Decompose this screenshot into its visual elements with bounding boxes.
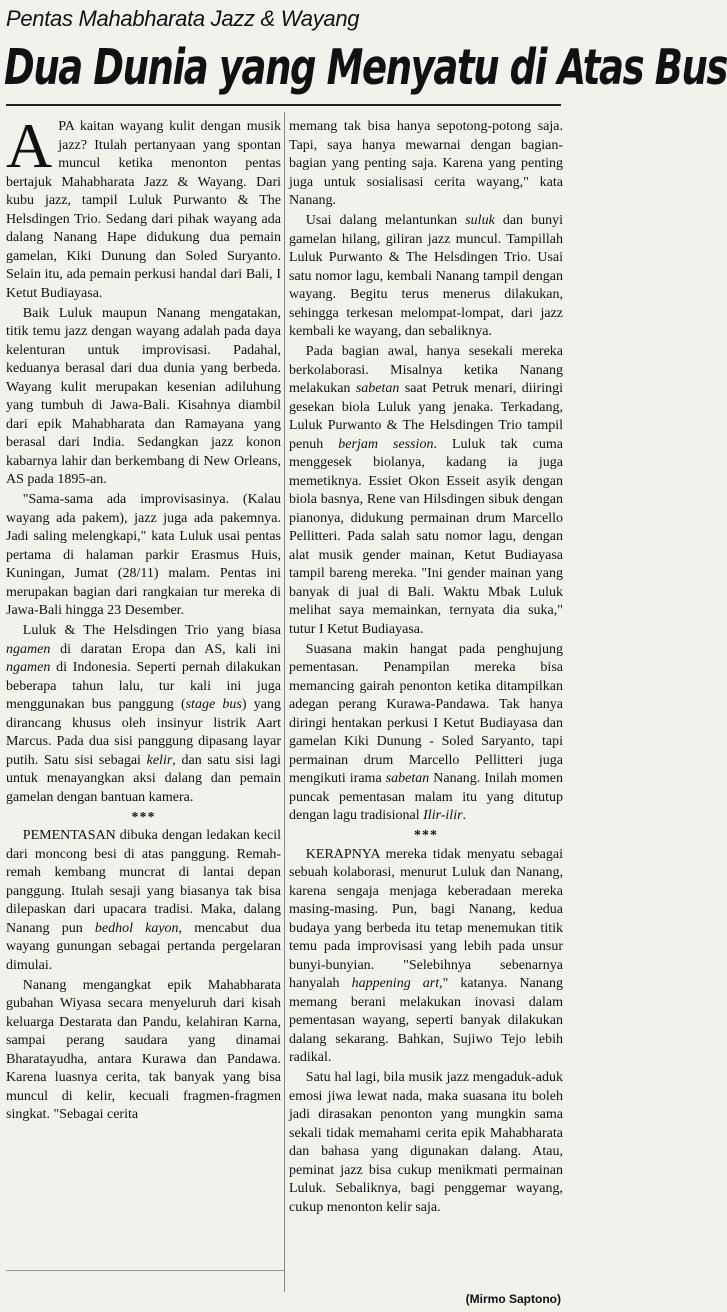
paragraph: KERAPNYA mereka tidak menyatu sebagai sebuah kolaborasi, menurut Luluk dan Nanang, karena sengaja menjaga keberadaan mereka masing-masing. Pun, bagi Nanang, kedua budaya yang berbeda itu tetap menemukan titik temu pada improvisasi yang lebih pada unsur bunyi-bunyian. "Selebihnya sebenarnya hanyalah happening art," katanya. Nanang memang berani melakukan inovasi dalam pementasan wayang, seperti banyak dilakukan dalang sekarang. Bahkan, Sujiwo Tejo lebih radikal. bbox=[289, 846, 563, 1065]
column-1 bbox=[6, 110, 282, 1263]
paragraph: Usai dalang melantunkan suluk dan bunyi gamelan hilang, giliran jazz muncul. Tampillah Luluk Purwanto & The Helsdingen Trio. Usai satu nomor lagu, kembali Nanang tampil dengan wayang. Begitu terus menerus dilakukan, sehingga terkesan melompat-lompat, dari jazz kembali ke wayang, dan sebaliknya. bbox=[289, 213, 563, 339]
paragraph: Luluk & The Helsdingen Trio yang biasa ngamen di daratan Eropa dan AS, kali ini ngamen di Indonesia. Seperti pernah dilakukan beberapa tahun lalu, tur kali ini juga menggunakan bus panggung (stage bus) yang dirancang khusus oleh insinyur listrik Aart Marcus. Pada dua sisi panggung dipasang layar putih. Satu sisi sebagai kelir, dan satu sisi lagi untuk menayangkan aksi dalang dan pemain gamelan dengan bantuan kamera. bbox=[6, 623, 282, 805]
paragraph: APA kaitan wayang kulit dengan musik jazz? Itulah pertanyaan yang spontan muncul ketika menonton pentas bertajuk Mahabharata Jazz & Wayang. Dari kubu jazz, tampil Luluk Purwanto & The Helsdingen Trio. Sedang dari pihak wayang ada dalang Nanang Hape didukung dua pemain gamelan, Kiki Dunung dan Soled Suryanto. Selain itu, ada pemain perkusi handal dari Bali, I Ketut Budiayasa. bbox=[6, 110, 281, 301]
paragraph: Pada bagian awal, hanya sesekali mereka berkolaborasi. Misalnya ketika Nanang melakukan sabetan saat Petruk menari, diiringi gesekan biola Luluk yang jenaka. Terkadang, Luluk Purwanto & The Helsdingen Trio tampil penuh berjam session. Luluk tak cuma menggesek biolanya, kadang ia juga memetiknya. Essiet Okon Esseit asyik dengan biola basnya, Rene van Hilsdingen sibuk dengan pianonya, didukung permainan drum Marcello Pellitteri. Pada salah satu nomor lagu, dengan alat musik gender mainan, Ketut Budiayasa tampil bareng mereka. "Ini gender mainan yang banyak di jual di Bali. Waktu Mbak Luluk melihat saya memainkan, ternyata dia suka," tutur I Ketut Budiayasa. bbox=[289, 344, 563, 637]
paragraph: Baik Luluk maupun Nanang mengatakan, titik temu jazz dengan wayang adalah pada daya kelenturan untuk improvisasi. Padahal, keduanya berasal dari dua dunia yang berbeda. Wayang kulit merupakan kesenian adiluhung yang tumbuh di Jawa-Bali. Kisahnya diambil dari epik Mahabharata dan Ramayana yang berasal dari India. Sedangkan jazz konon kabarnya lahir dan berkembang di New Orleans, AS pada 1895-an. bbox=[6, 305, 281, 487]
author-credit: (Mirmo Saptono) bbox=[465, 1292, 561, 1306]
section-separator: *** bbox=[131, 809, 156, 825]
headline-rule bbox=[6, 104, 561, 106]
paragraph: Satu hal lagi, bila musik jazz mengaduk-aduk emosi jiwa lewat nada, maka suasana itu boleh jadi dirasakan penonton yang mungkin sama sekali tidak memahami cerita epik Mahabharata dan bahasa yang digunakan dalang. Atau, peminat jazz bisa cukup menikmati permainan Luluk. Sebaliknya, bagi penggemar wayang, cukup menonton kelir saja. bbox=[289, 1070, 563, 1215]
paragraph: memang tak bisa hanya sepotong-potong saja. Tapi, saya hanya mewarnai dengan bagian-bagian yang penting saja. Karena yang penting juga untuk sosialisasi cerita wayang," kata Nanang. bbox=[289, 119, 563, 208]
paragraph: PEMENTASAN dibuka dengan ledakan kecil dari moncong besi di atas panggung. Remah-remah kembang muncrat di lantai depan panggung. Itulah sesaji yang biasanya tak bisa dilepaskan dari upacara tradisi. Maka, dalang Nanang pun bedhol kayon, mencabut dua wayang gunungan sebagai pertanda pergelaran dimulai. bbox=[6, 828, 281, 973]
paragraph: "Sama-sama ada improvisasinya. (Kalau wayang ada pakem), jazz juga ada pakemnya. Jadi saling melengkapi," kata Luluk usai pentas pertama di halaman parkir Erasmus Huis, Kuningan, Jumat (28/11) malam. Pentas ini merupakan bagian dari rangkaian tur mereka di Jawa-Bali hingga 23 Desember. bbox=[6, 492, 281, 618]
column-1-bottom-rule bbox=[6, 1270, 284, 1271]
column-2 bbox=[289, 118, 563, 1298]
headline: Dua Dunia yang Menyatu di Atas Bus bbox=[4, 38, 727, 96]
kicker: Pentas Mahabharata Jazz & Wayang bbox=[6, 6, 360, 31]
column-divider bbox=[284, 112, 285, 1292]
drop-cap: A bbox=[6, 110, 53, 181]
section-separator: *** bbox=[414, 828, 438, 843]
paragraph: Suasana makin hangat pada penghujung pementasan. Penampilan mereka bisa memancing gairah penonton ketika ditampilkan adegan perang Kurawa-Pandawa. Tak hanya diringi hentakan perkusi I Ketut Budiayasa dan gamelan Kiki Dunung - Soled Saryanto, tapi permainan drum Marcello Pellitteri juga mengikuti irama sabetan Nanang. Inilah momen puncak pementasan malam itu yang ditutup dengan lagu tradisional Ilir-ilir. bbox=[289, 641, 563, 823]
paragraph: Nanang mengangkat epik Mahabharata gubahan Wiyasa secara menyeluruh dari kisah keluarga Destarata dan Pandu, kelahiran Karna, sampai perang saudara yang dinamai Bharatayudha, antara Kurawa dan Pandawa. Karena luasnya cerita, tak banyak yang bisa muncul di kelir, kecuali fragmen-fragmen singkat. "Sebagai cerita bbox=[6, 977, 281, 1122]
